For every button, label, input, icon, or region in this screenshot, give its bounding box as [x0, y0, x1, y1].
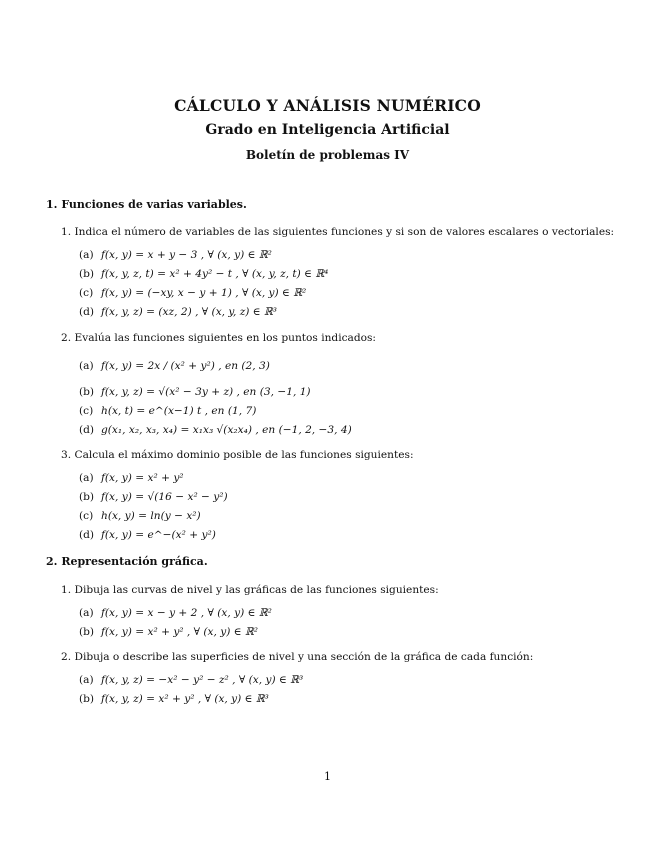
- item-label: (a): [79, 360, 94, 372]
- document-title: CÁLCULO Y ANÁLISIS NUMÉRICO: [174, 96, 481, 115]
- problem-1-2: 2. Evalúa las funciones siguientes en los puntos indicados:: [61, 332, 377, 344]
- item-expression: f(x, y, z) = −x² − y² − z² , ∀ (x, y) ∈ ℝ³: [101, 674, 304, 686]
- item-expression: f(x, y) = x² + y²: [101, 472, 184, 484]
- item-1-1-c: [79, 287, 306, 299]
- item-1-2-c: [79, 405, 256, 417]
- item-expression: f(x, y, z) = x² + y² , ∀ (x, y) ∈ ℝ³: [101, 693, 269, 705]
- item-1-1-a: [79, 249, 272, 261]
- item-expression: f(x, y) = e^−(x² + y²): [101, 529, 216, 541]
- item-expression: g(x₁, x₂, x₃, x₄) = x₁x₃ √(x₂x₄) , en (−1, 2, −3, 4): [101, 424, 352, 436]
- problem-2-2: 2. Dibuja o describe las superficies de nivel y una sección de la gráfica de cada función:: [61, 651, 534, 663]
- item-1-3-c: [79, 510, 201, 522]
- item-expression: f(x, y, z, t) = x² + 4y² − t , ∀ (x, y, z, t) ∈ ℝ⁴: [101, 268, 329, 280]
- item-expression: h(x, t) = e^(x−1) t , en (1, 7): [101, 405, 257, 417]
- item-1-2-a: [79, 360, 270, 372]
- item-2-1-b: [79, 626, 258, 638]
- item-2-2-a: [79, 674, 303, 686]
- item-1-2-d: [79, 424, 352, 436]
- page-number: 1: [324, 770, 331, 783]
- item-label: (b): [79, 693, 95, 705]
- item-1-3-d: [79, 529, 216, 541]
- item-label: (d): [79, 529, 95, 541]
- item-2-1-a: [79, 607, 272, 619]
- item-expression: f(x, y) = x + y − 3 , ∀ (x, y) ∈ ℝ²: [101, 249, 272, 261]
- item-2-2-b: [79, 693, 269, 705]
- item-expression: f(x, y) = x − y + 2 , ∀ (x, y) ∈ ℝ²: [101, 607, 272, 619]
- item-1-3-b: [79, 491, 228, 503]
- problem-2-1: 1. Dibuja las curvas de nivel y las gráficas de las funciones siguientes:: [61, 584, 439, 596]
- problem-sheet-title: Boletín de problemas IV: [245, 148, 410, 162]
- item-1-1-b: [79, 268, 328, 280]
- problem-1-1: 1. Indica el número de variables de las siguientes funciones y si son de valores escalares o vectoriales:: [61, 226, 615, 238]
- document-subtitle: Grado en Inteligencia Artificial: [205, 122, 450, 138]
- item-label: (a): [79, 472, 94, 484]
- problem-1-3: 3. Calcula el máximo dominio posible de las funciones siguientes:: [61, 449, 414, 461]
- item-expression: f(x, y, z) = (xz, 2) , ∀ (x, y, z) ∈ ℝ³: [101, 306, 278, 318]
- item-expression: h(x, y) = ln(y − x²): [101, 510, 201, 522]
- item-1-1-d: [79, 306, 277, 318]
- item-label: (c): [79, 510, 94, 522]
- item-1-3-a: [79, 472, 184, 484]
- item-label: (c): [79, 287, 94, 299]
- item-label: (d): [79, 306, 95, 318]
- section-heading-1: 1. Funciones de varias variables.: [46, 198, 247, 211]
- item-expression: f(x, y, z) = √(x² − 3y + z) , en (3, −1, 1): [101, 386, 311, 398]
- section-heading-2: 2. Representación gráfica.: [46, 555, 208, 568]
- item-label: (b): [79, 268, 95, 280]
- item-1-2-b: [79, 386, 311, 398]
- item-expression: f(x, y) = √(16 − x² − y²): [101, 491, 228, 503]
- item-label: (a): [79, 607, 94, 619]
- item-label: (c): [79, 405, 94, 417]
- item-expression: f(x, y) = (−xy, x − y + 1) , ∀ (x, y) ∈ ℝ²: [101, 287, 307, 299]
- item-label: (a): [79, 674, 94, 686]
- item-label: (a): [79, 249, 94, 261]
- item-label: (b): [79, 491, 95, 503]
- item-label: (b): [79, 386, 95, 398]
- item-expression: f(x, y) = x² + y² , ∀ (x, y) ∈ ℝ²: [101, 626, 259, 638]
- item-label: (d): [79, 424, 95, 436]
- item-label: (b): [79, 626, 95, 638]
- item-expression: f(x, y) = 2x / (x² + y²) , en (2, 3): [101, 360, 270, 372]
